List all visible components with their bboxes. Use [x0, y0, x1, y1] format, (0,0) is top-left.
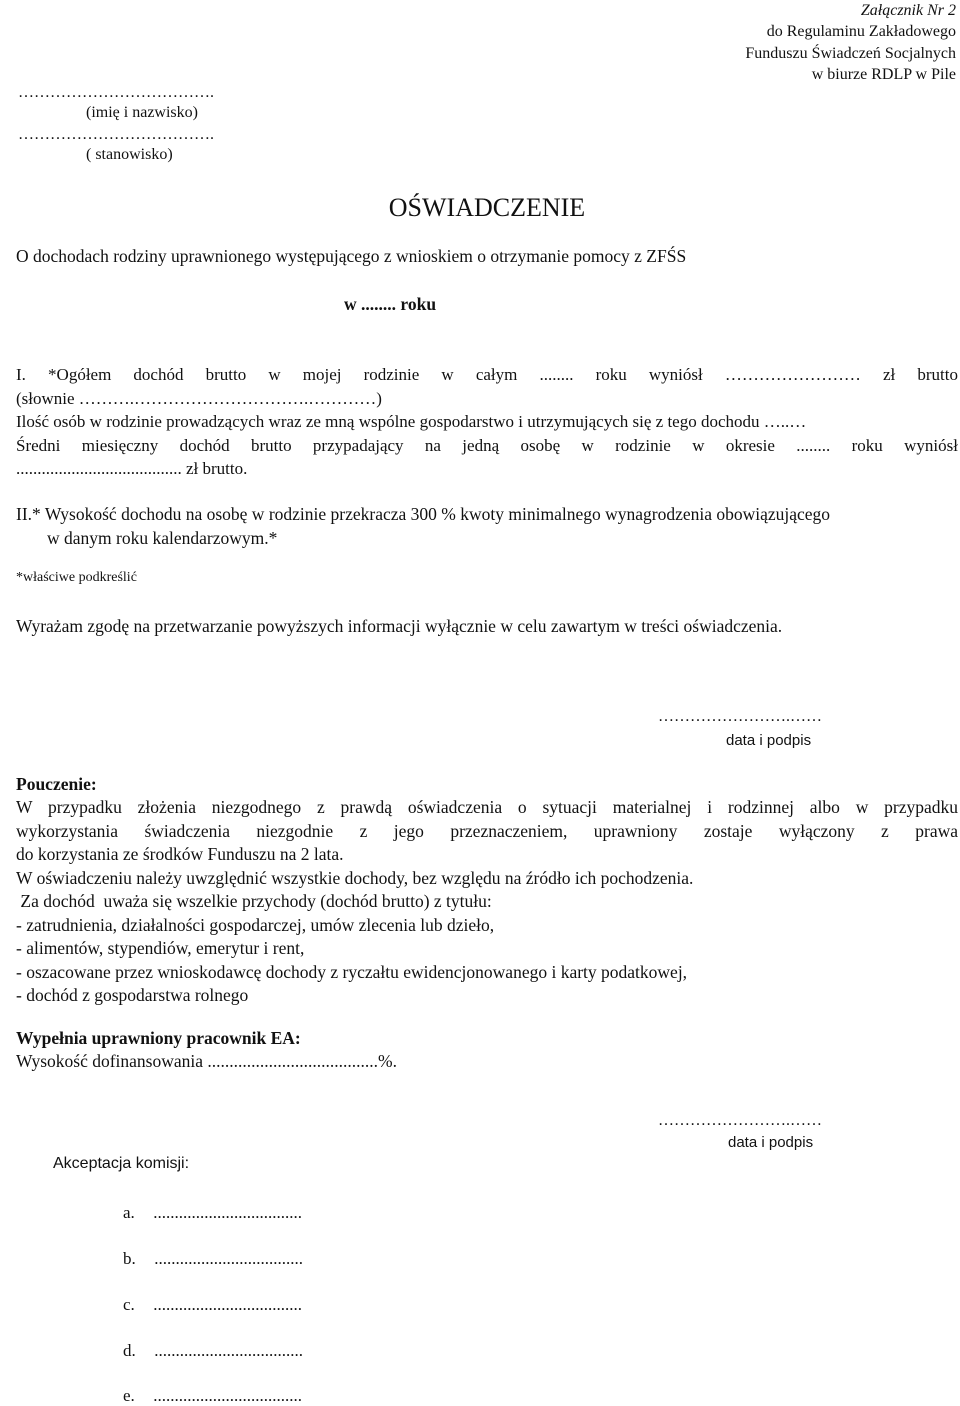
instruction-income-definition: Za dochód uważa się wszelkie przychody (dochód brutto) z tytułu: [16, 891, 492, 911]
section-2-year: w danym roku kalendarzowym.* [47, 528, 278, 548]
annex-line-2: do Regulaminu Zakładowego [766, 23, 956, 40]
underline-note: *właściwe podkreślić [16, 570, 137, 585]
committee-member-c [123, 1295, 302, 1315]
applicant-name-dots: ………………………………. [18, 84, 214, 101]
section-2-threshold: II.* Wysokość dochodu na osobę w rodzinie przekracza 300 % kwoty minimalnego wynagrodzenia obowiązującego [16, 504, 831, 524]
instruction-heading: Pouczenie: [16, 774, 97, 794]
consent-statement: Wyrażam zgodę na przetwarzanie powyższych informacji wyłącznie w celu zawartym w treści oświadczenia. [16, 616, 783, 636]
income-item: - oszacowane przez wnioskodawcę dochody z ryczałtu ewidencjonowanego i karty podatkowej, [16, 961, 688, 982]
committee-member-letter: b. [123, 1249, 136, 1268]
committee-label: Akceptacja komisji: [53, 1155, 190, 1172]
income-item: - alimentów, stypendiów, emerytur i rent, [16, 938, 305, 958]
employee-heading: Wypełnia uprawniony pracownik EA: [16, 1028, 301, 1048]
committee-member-dots: ................................... [153, 1295, 303, 1314]
committee-member-dots: ................................... [153, 1386, 303, 1405]
instruction-line-1: W przypadku złożenia niezgodnego z prawdą oświadczenia o sytuacji materialnej i rodzinnej albo w przypadku [16, 797, 958, 817]
applicant-position-dots: ………………………………. [18, 126, 214, 143]
annex-number: Załącznik Nr 2 [860, 2, 956, 19]
instruction-all-income: W oświadczeniu należy uwzględnić wszystkie dochody, bez względu na źródło ich pochodzenia. [16, 867, 694, 888]
signature-2-dots: …………………….…… [658, 1112, 822, 1129]
section-1-average-income: Średni miesięczny dochód brutto przypadający na jedną osobę w rodzinie w okresie ........ roku wyniósł [16, 435, 958, 455]
section-1-in-words: (słownie ……….………………………….…………) [16, 388, 382, 408]
committee-member-letter: d. [123, 1341, 136, 1360]
signature-1-label: data i podpis [726, 732, 812, 749]
committee-member-a [123, 1203, 302, 1223]
signature-1-dots: …………………….…… [658, 708, 822, 725]
committee-member-dots: ................................... [154, 1249, 303, 1268]
annex-header-details [596, 21, 956, 86]
committee-member-dots: ................................... [154, 1341, 303, 1360]
document-subtitle: O dochodach rodziny uprawnionego występującego z wnioskiem o otrzymanie pomocy z ZFŚS [16, 246, 687, 266]
annex-header [596, 0, 956, 22]
committee-member-letter: c. [123, 1295, 135, 1314]
section-1 [16, 363, 958, 481]
funding-amount: Wysokość dofinansowania .......................................%. [16, 1051, 397, 1071]
income-item: - zatrudnienia, działalności gospodarczej, umów zlecenia lub dzieło, [16, 914, 495, 935]
instruction-line-2: wykorzystania świadczenia niezgodnie z jego przeznaczeniem, uprawniony zostaje wyłączony z prawa [16, 820, 958, 841]
committee-member-dots: ................................... [153, 1203, 303, 1222]
applicant-position-label: ( stanowisko) [86, 146, 173, 163]
income-item: - dochód z gospodarstwa rolnego [16, 985, 249, 1005]
instruction-line-3: do korzystania ze środków Funduszu na 2 lata. [16, 844, 344, 864]
committee-member-letter: a. [123, 1203, 135, 1222]
committee-member-b [123, 1249, 303, 1269]
annex-line-3: Funduszu Świadczeń Socjalnych [745, 44, 956, 62]
year-line: w ........ roku [344, 294, 437, 314]
committee-member-e [123, 1386, 302, 1406]
signature-2-label: data i podpis [728, 1134, 814, 1151]
annex-line-4: w biurze RDLP w Pile [811, 66, 956, 83]
committee-member-letter: e. [123, 1386, 135, 1405]
section-1-total-income: I. *Ogółem dochód brutto w mojej rodzinie w całym ........ roku wyniósł …………………… zł brutto [16, 365, 958, 384]
section-1-average-amount: ....................................... zł brutto. [16, 459, 248, 478]
section-1-household-count: Ilość osób w rodzinie prowadzących wraz ze mną wspólne gospodarstwo i utrzymujących się z tego dochodu …..… [16, 412, 807, 431]
applicant-name-label: (imię i nazwisko) [86, 104, 198, 121]
document-title: OŚWIADCZENIE [388, 193, 586, 222]
instruction-paragraph [16, 796, 958, 1008]
committee-member-d [123, 1341, 303, 1361]
